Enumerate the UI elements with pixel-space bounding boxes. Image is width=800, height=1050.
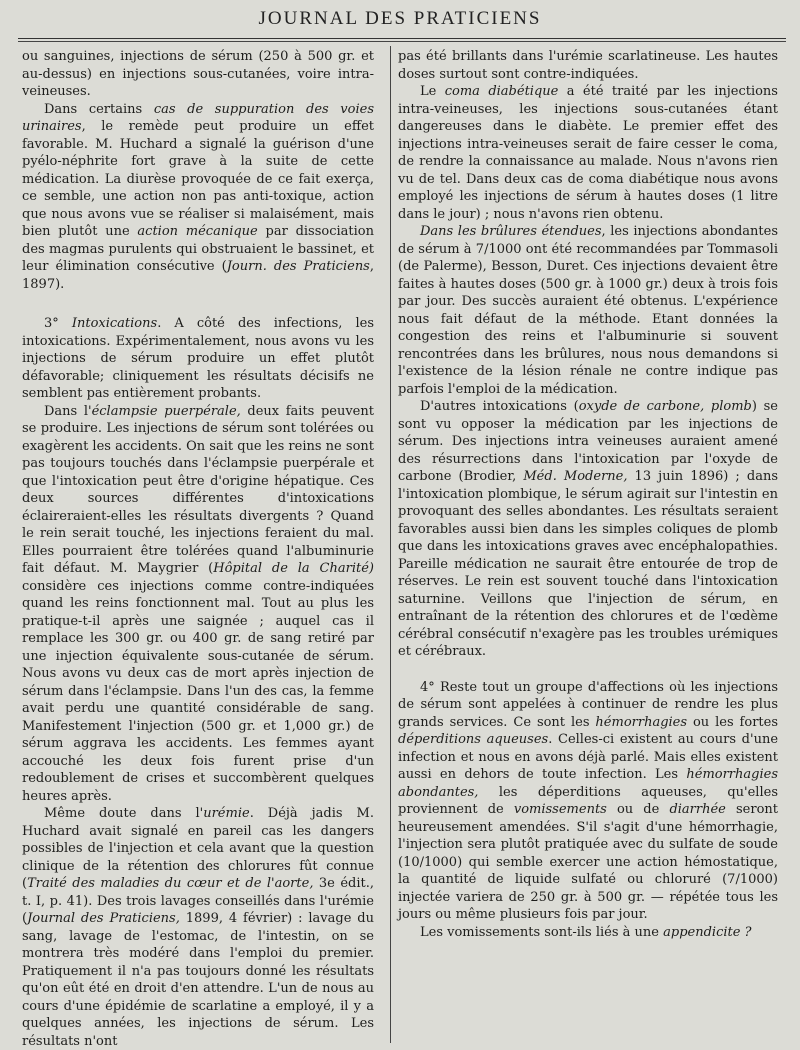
italic-run: diarrhée bbox=[669, 802, 726, 817]
text-run: Dans l' bbox=[44, 403, 92, 419]
text-run: ou sanguines, injections de sérum (250 à 500 gr. et au-dessus) en injections sous-cutanées, voire intra-veineuses. bbox=[22, 49, 374, 99]
text-run: . Déjà jadis M. Huchard avait signalé en pareil cas les dangers possibles de l'injection et cela avant que la question clinique de la rétention des chlorures fût connue ( bbox=[22, 806, 374, 891]
text-run: Même doute dans l' bbox=[44, 806, 204, 821]
left-column bbox=[22, 48, 374, 1050]
paragraph bbox=[22, 403, 374, 806]
paragraph bbox=[398, 398, 778, 661]
italic-run: éclampsie puerpérale, bbox=[91, 403, 241, 419]
text-run: a été traité par les injections intra-veineuses, les injections sous-cutanées étant dangereuses dans le diabète. Le premier effet des injections intra-veineuses serait de faire cesser le coma, de rendre la connaissance au malade. Nous n'avons rien vu de tel. Dans deux cas de coma diabétique nous avons employé les injections de sérum à hautes doses (1 litre dans le jour) ; nous n'avons rien obtenu. bbox=[398, 84, 778, 222]
paragraph bbox=[398, 924, 778, 942]
italic-run: Journal des Praticiens, bbox=[27, 911, 180, 926]
header-rule-thin bbox=[18, 41, 786, 42]
italic-run: coma diabétique bbox=[444, 84, 559, 99]
italic-run: Dans les brûlures étendues bbox=[420, 224, 602, 239]
paragraph bbox=[22, 805, 374, 1050]
italic-run: action mécanique bbox=[137, 224, 258, 239]
text-run: . Celles-ci existent au cours d'une infection et nous en avons déjà parlé. Mais elles existent aussi en dehors de toute infection. Les bbox=[398, 732, 779, 782]
text-run: ou les fortes bbox=[687, 714, 778, 730]
italic-run: cas de suppuration des voies urinaires bbox=[22, 101, 374, 134]
text-run: ) se sont vu opposer la médication par les injections de sérum. Des injections intra veineuses auraient amené des résurrections dans l'intoxication par l'oxyde de carbone (Brodier, bbox=[398, 399, 778, 484]
text-run: par dissociation des magmas purulents qui obstruaient le bassinet, et leur élimination consécutive ( bbox=[22, 224, 374, 274]
text-run: seront heureusement amendées. S'il s'agit d'une hémorrhagie, l'injection sera plutôt pratiquée avec du sulfate de soude (10/1000) qui semble exercer une action hémostatique, la quantité de liquide sulfaté ou chloruré (7/1000) injectée variera de 250 gr. à 500 gr. — répétée tous les jours ou même plusieurs fois par jour. bbox=[398, 802, 778, 922]
italic-run: vomissements bbox=[513, 802, 607, 817]
italic-run: Méd. Moderne, bbox=[523, 469, 628, 484]
text-run: 4° Reste tout un groupe d'affections où les injections de sérum sont appelées à continuer de rendre les plus grands services. Ce sont les bbox=[398, 679, 778, 730]
italic-run: urémie bbox=[203, 806, 250, 821]
text-run: les déperditions aqueuses, qu'elles proviennent de bbox=[398, 784, 778, 817]
text-run: , 1897). bbox=[22, 259, 374, 292]
italic-run: déperditions aqueuses bbox=[398, 732, 549, 747]
paragraph bbox=[22, 101, 374, 294]
text-run: ou de bbox=[606, 802, 670, 817]
italic-run: hémorrhagies bbox=[595, 714, 688, 730]
text-run: 3e édit., t. I, p. 41). Des trois lavages conseillés dans l'urémie ( bbox=[22, 876, 374, 926]
section-paragraph-hemorrhagies bbox=[398, 679, 778, 924]
right-column bbox=[398, 48, 778, 941]
paragraph bbox=[22, 48, 374, 101]
text-run: , les injections abondantes de sérum à 7/1000 ont été recommandées par Tommasoli (de Palerme), Besson, Duret. Ces injections devaient être faites à hautes doses (500 gr. à 1000 gr.) deux à trois fois par jour. Des succès auraient été obtenus. L'expérience nous fait défaut de la méthode. Etant données la congestion des reins et l'albuminurie si souvent rencontrées dans les brûlures, nous nous demandons si l'existence de la lésion rénale ne contre indique pas parfois l'emploi de la médication. bbox=[398, 224, 778, 397]
italic-run: appendicite ? bbox=[663, 924, 752, 940]
italic-run: hémorrhagies abondantes, bbox=[398, 767, 778, 800]
paragraph bbox=[398, 223, 778, 398]
text-run: 13 juin 1896) ; dans l'intoxication plombique, le sérum agirait sur l'intestin en provoquant des selles abondantes. Les résultats seraient favorables aussi bien dans les simples coliques de plomb que dans les intoxications graves avec encéphalopathies. Pareille médication ne saurait être entourée de trop de réserves. Le rein est souvent touché dans l'intoxication saturnine. Veillons que l'injection de sérum, en entraînant de la rétention des chlorures et de l'œdème cérébral consécutif n'exagère pas les troubles urémiques et cérébraux. bbox=[398, 469, 778, 659]
text-run: Le bbox=[420, 84, 445, 99]
text-run: pas été brillants dans l'urémie scarlatineuse. Les hautes doses surtout sont contre-indiquées. bbox=[398, 49, 778, 82]
italic-run: Intoxications bbox=[71, 316, 158, 331]
running-header: JOURNAL DES PRATICIENS bbox=[258, 8, 542, 29]
text-run: considère ces injections comme contre-indiquées quand les reins fonctionnent mal. Tout au plus les pratique-t-il après une saignée ; auquel cas il remplace les 300 gr. ou 400 gr. de sang retiré par une injection équivalente sous-cutanée de sérum. Nous avons vu deux cas de mort après injection de sérum dans l'éclampsie. Dans l'un des cas, la femme avait perdu une quantité considérable de sang. Manifestement l'injection (500 gr. et 1,000 gr.) de sérum aggrava les accidents. Les femmes ayant accouché les deux fois furent prise d'un redoublement de crises et succombèrent quelques heures après. bbox=[22, 578, 374, 804]
text-run: , le remède peut produire un effet favorable. M. Huchard a signalé la guérison d'une pyélo-néphrite fort grave à la suite de cette médication. La diurèse provoquée de ce fait exerça, ce semble, une action non pas anti-toxique, action que nous avons vue se réaliser si malaisément, mais bien plutôt une bbox=[22, 119, 374, 239]
paragraph bbox=[398, 48, 778, 83]
text-run: 3° bbox=[44, 316, 72, 331]
header-rule bbox=[18, 38, 786, 39]
italic-run: Hôpital de la Charité) bbox=[213, 561, 374, 576]
section-paragraph-intoxications bbox=[22, 315, 374, 403]
text-run: Les vomissements sont-ils liés à une bbox=[420, 924, 664, 940]
text-run: D'autres intoxications ( bbox=[420, 399, 579, 414]
italic-run: oxyde de carbone, plomb bbox=[578, 399, 752, 414]
paragraph bbox=[398, 83, 778, 223]
text-run: 1899, 4 février) : lavage du sang, lavage de l'estomac, de l'intestin, on se montrera très modéré dans l'emploi du premier. Pratiquement il n'a pas toujours donné les résultats qu'on eût été en droit d'en attendre. L'un de nous au cours d'une épidémie de scarlatine a employé, il y a quelques années, les injections de sérum. Les résultats n'ont bbox=[22, 911, 374, 1049]
column-divider bbox=[390, 46, 391, 1043]
italic-run: Journ. des Praticiens bbox=[226, 259, 370, 274]
text-run: deux faits peuvent se produire. Les injections de sérum sont tolérées ou exagèrent les accidents. On sait que les reins ne sont pas toujours touchés dans l'éclampsie puerpérale et que l'intoxication peut être d'origine hépatique. Ces deux sources différentes d'intoxications éclaireraient-elles les résultats divergents ? Quand le rein serait touché, les injections feraient du mal. Elles pourraient être tolérées quand l'albuminurie fait défaut. M. Maygrier ( bbox=[22, 403, 374, 576]
italic-run: Traité des maladies du cœur et de l'aorte, bbox=[27, 876, 314, 891]
text-run: . A côté des infections, les intoxications. Expérimentalement, nous avons vu les injections de sérum produire un effet plutôt défavorable; cliniquement les résultats décisifs ne semblent pas entièrement probants. bbox=[22, 316, 374, 401]
text-run: Dans certains bbox=[44, 101, 154, 117]
